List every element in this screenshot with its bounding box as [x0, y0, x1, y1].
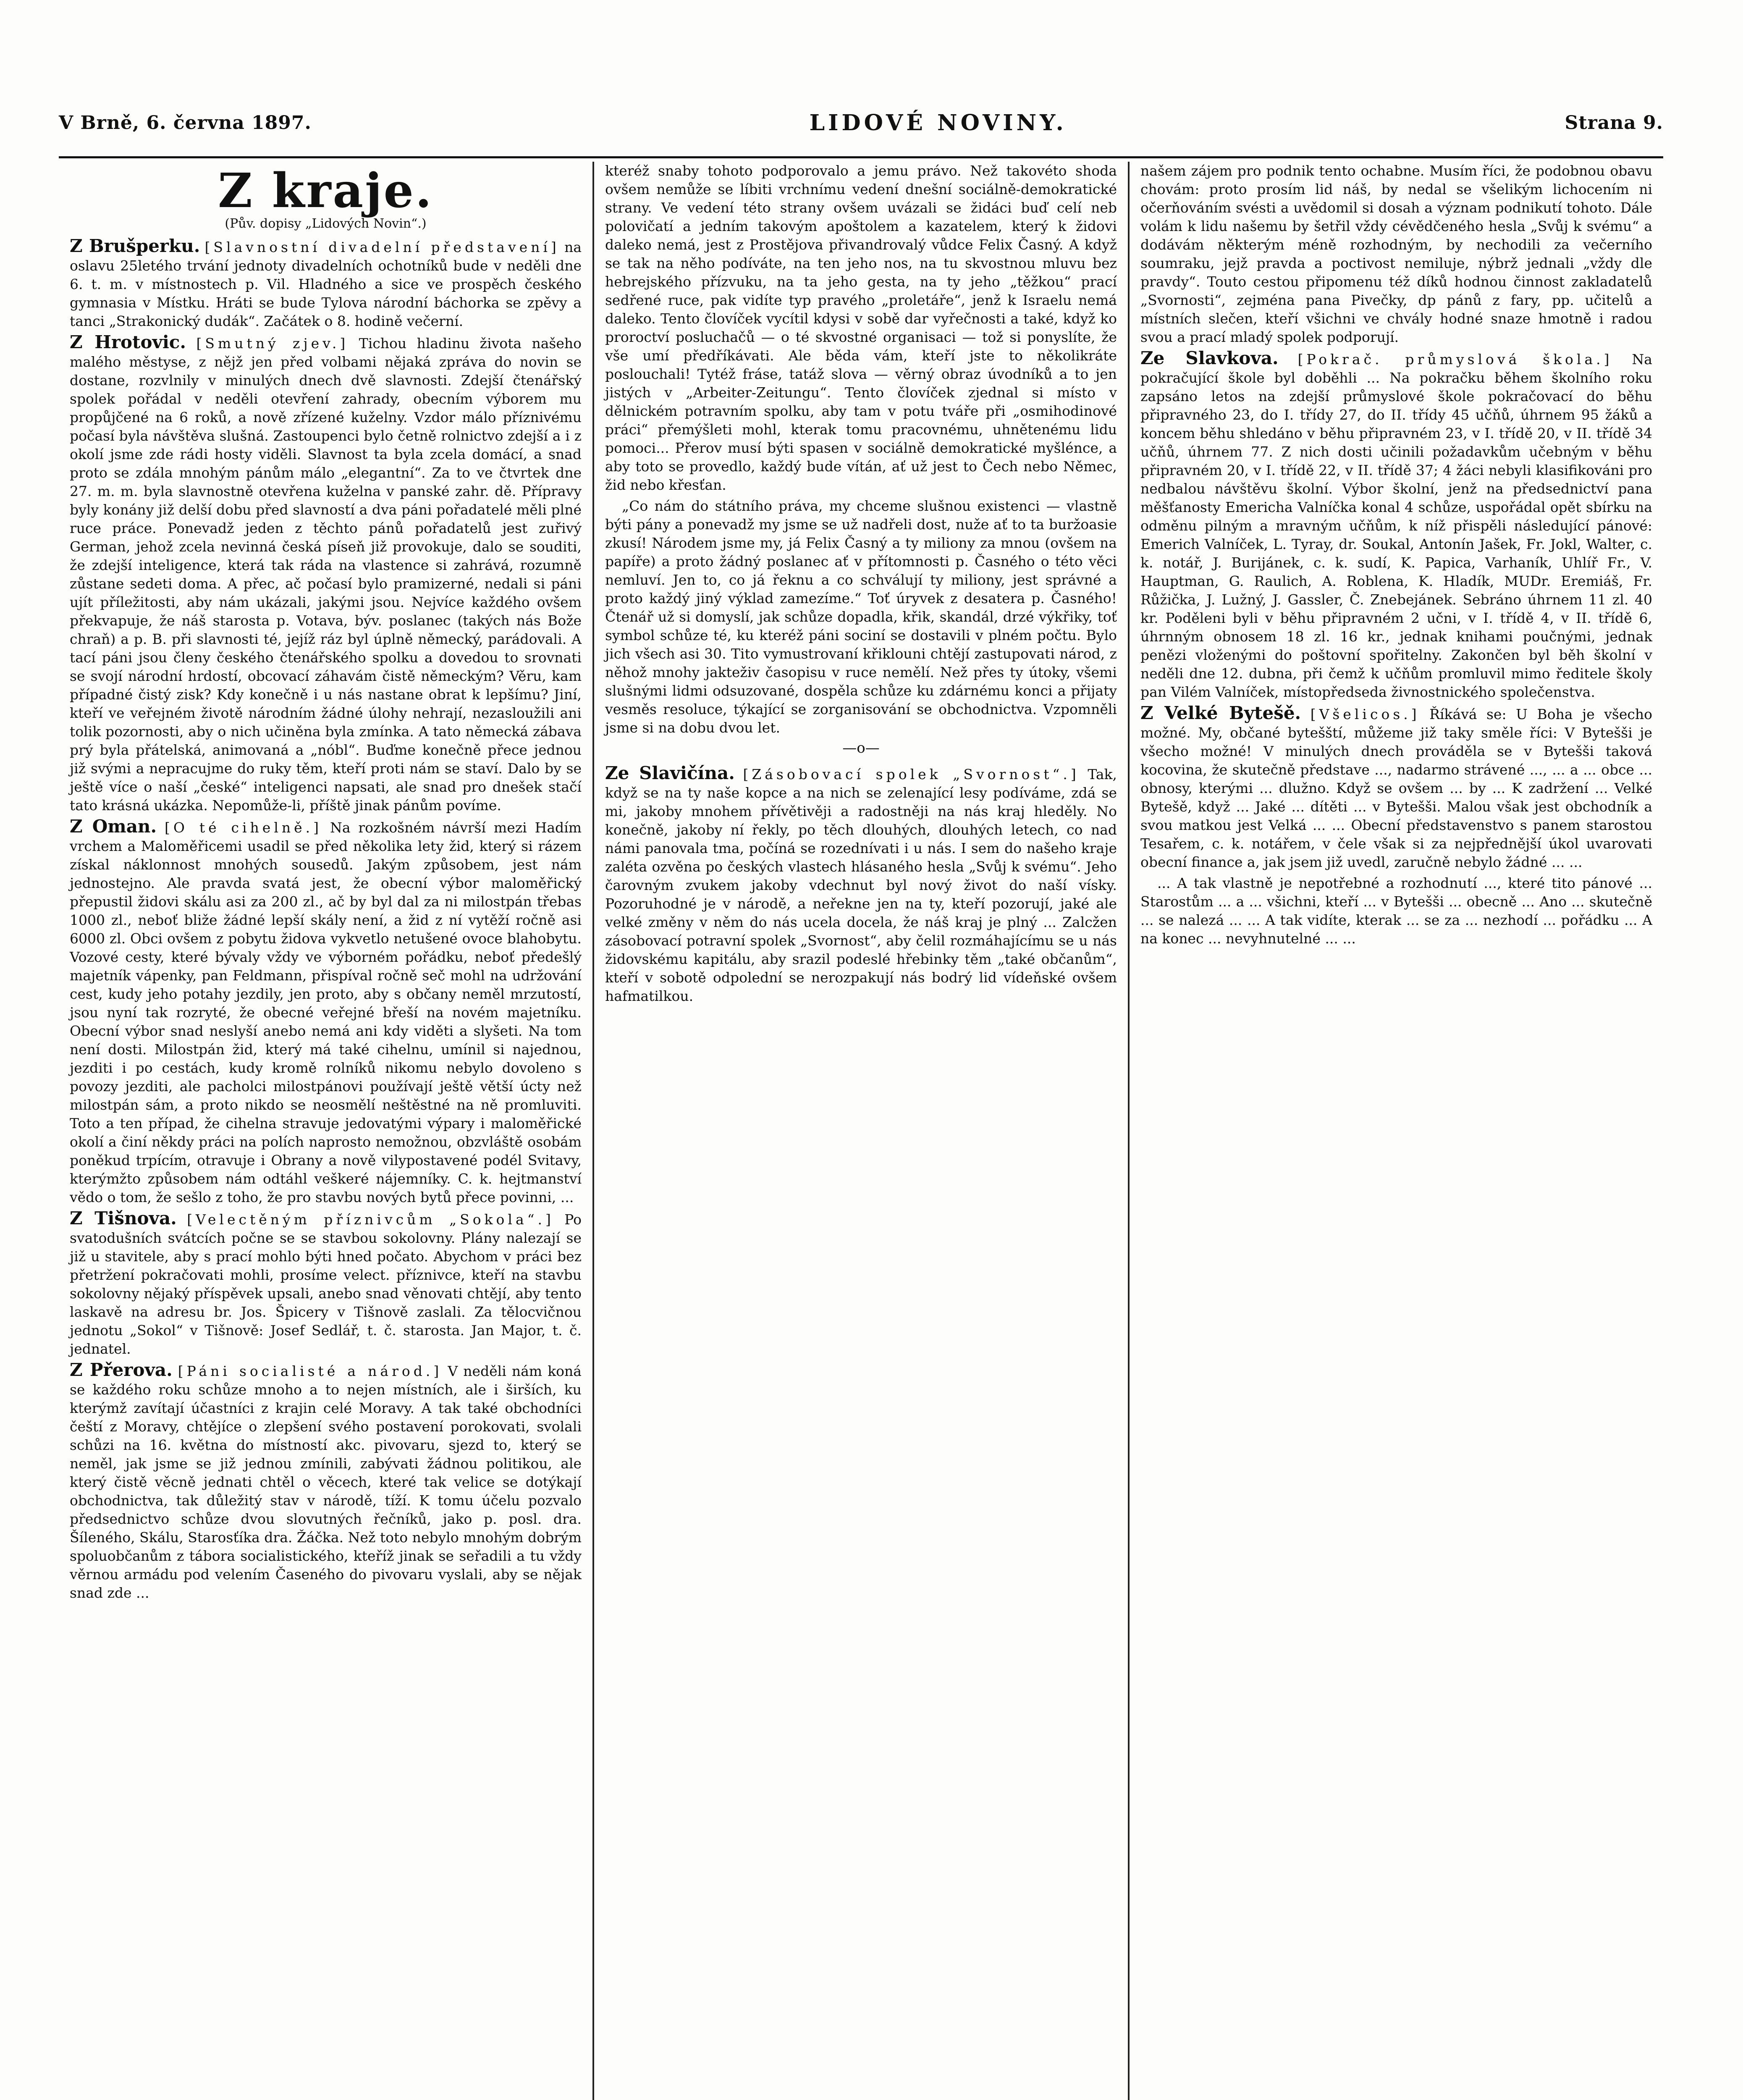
article-text: Tak, když se na ty naše kopce a na nich se zelenající lesy podíváme, zdá se mi, jakoby mnohem přívětivěji a radostněji na nás kraj hleděly. No konečně, jakoby ní řekly, po těch dlouhých, dlouhých letech, co nad námi panovala tma, počíná se rozednívati i u nás. I sem do našeho kraje zaléta ozvěna po českých vlastech hlásaného hesla „Svůj k svému“. Jeho čarovným zvukem jakoby vdechnut byl nový život do naší vísky. Pozoruhodné je v národě, a neřekne jen na ty, kteří pozorují, jaké ale velké změny v něm do nás ucela docela, že náš kraj je plný ... Zalcžen zásobovací potravní spolek „Svornost“, aby čelil rozmáhajícímu se u nás židovskému kapitálu, aby srazil podeslé hřebinky těm „také občanům“, kteří v sobotě odpolední se nerozpakují nás bodrý lid vídeňské ovšem hafmatilkou. [605, 766, 1117, 1004]
article-topic: [O té cihelně.] [165, 819, 322, 836]
article-text: na oslavu 25letého trvání jednoty divadelních ochotníků bude v neděli dne 6. t. m. v místnostech p. Vil. Hladného a sice ve prospěch českého gymnasia v Místku. Hráti se bude Tylova národní báchorka se zpěvy a tanci „Strakonický dudák“. Začátek o 8. hodině večerní. [70, 239, 582, 329]
article-text: Říkává se: U Boha je všecho možné. My, občané bytešští, můžeme již taky směle říci: V Bytešši je všecho možné! V minulých dnech prováděla se v Bytešši taková kocovina, že skutečně představe ..., nadarmo strávené ..., ... a ... obce ... obnosy, kterými ... dlužno. Když se ovšem ... by ... K zadržení ... Velké Bytešě, když ... Jaké ... dítěti ... v Bytešši. Malou však jest obchodník a svou matkou jest Velká ... ... Obecní představenstvo s panem starostou Tesařem, c. k. notářem, v čele však si za nejpřednější úkol uvarovati obecní finance a, jak jsem již uvedl, zaručně nebylo žádné ... ... [1140, 706, 1652, 870]
masthead-date: V Brně, 6. června 1897. [59, 112, 312, 134]
article-end-mark: —o— [842, 740, 880, 756]
section-byline: (Pův. dopisy „Lidových Novin“.) [225, 216, 427, 231]
masthead-rule [59, 156, 1663, 158]
article-text: našem zájem pro podnik tento ochabne. Musím říci, že podobnou obavu chovám: proto prosím lid náš, by nedal se všelikým lichocením ni očerňováním svésti a uvědomil si dosah a význam podnikutí tohoto. Dále volám k lidu našemu by šetřil vždy cévědčeného hesla „Svůj k svému“ a dodávám některým méně rozhodným, by nechodili za večerního soumraku, jejž pravda a poctivost nemiluje, nýbrž jednali „vždy dle pravdy“. Touto cestou připomenu též díků hodnou činnost zakladatelů „Svornosti“, zejména pana Pivečky, dp pánů z fary, pp. učitelů a místních slečen, kteří všichni ve chvály hodné snaze hmotně i radou svou a prací mladý spolek podporují. [1140, 163, 1652, 345]
article [70, 1361, 582, 1602]
columns [59, 162, 1663, 2100]
article-topic: [Zásobovací spolek „Svornost“.] [743, 766, 1080, 782]
column-2 [592, 162, 1128, 2100]
article-topic: [Smutný zjev.] [196, 335, 349, 352]
article [1140, 349, 1652, 701]
article-continued [605, 497, 1117, 737]
article [605, 764, 1117, 1005]
article-topic: [Všelicos.] [1310, 706, 1420, 722]
column-1 [59, 162, 592, 2100]
masthead-page-number: Strana 9. [1565, 112, 1663, 134]
article-text: „Co nám do státního práva, my chceme slušnou existenci — vlastně býti pány a ponevadž my jsme se už nadřeli dost, nuže ať to ta buržoasie zkusí! Národem jsme my, já Felix Časný a ty miliony za mnou (ovšem na papíře) a proto žádný poslanec ať v přítomnosti p. Časného o této věci nemluví. Jen to, co já řeknu a co schválují ty miliony, jest správné a proto každý jiný výklad zamezíme.“ Toť úryvek z desatera p. Časného! Čtenář už si domyslí, jak schůze dopadla, křik, skandál, drzé výkřiky, toť symbol schůze té, ku kteréž páni sociní se dostavili v plném počtu. Bylo jich všech asi 30. Tito vymustrovaní křiklouni chtějí zastupovati národ, z něhož mnohy jakteživ časopisu v ruce nemělí. Než přes ty útoky, všemi slušnými lidmi odsuzované, dospěla schůze ku zdárnému konci a přijaty vesměs resoluce, týkající se zorganisování se obchodnictva. Vzpomněli jsme si na dobu dvou let. [605, 498, 1117, 736]
article-continued [1140, 162, 1652, 346]
article-place: Z Oman. [70, 816, 157, 837]
article-place: Z Brušperku. [70, 236, 200, 256]
article-text: Na pokračující škole byl doběhli ... Na pokračku během školního roku zapsáno letos na zdejší průmyslové škole pokračovací do běhu připravného 23, do I. třídy 27, do II. třídy 45 učňů, úhrnem 95 žáků a koncem běhu shledáno v běhu připravném 23, v I. třídě 20, v II. třídě 34 učňů, úhrnem 77. Z nich dosti učinili požadavkům učebným v běhu připravném 20, v I. třídě 22, v II. třídě 37; 4 žáci nebyli klasifikováni pro nedbalou návštěvu školní. Výbor školní, jenž na předsednictví pana měšťanosty Emericha Valníčka konal 4 schůze, uspořádal opět sbírku na odměnu pilným a mravným učňům, k níž přispěli následující pánové: Emerich Valníček, L. Tyray, dr. Soukal, Antonín Jašek, Fr. Jokl, Walter, c. k. notář, J. Burijánek, c. k. sudí, K. Papica, Varhaník, Uhlíř Fr., V. Hauptman, G. Raulich, A. Roblena, K. Hladík, MUDr. Eremiáš, Fr. Růžička, J. Lužný, J. Gassler, Č. Znebejánek. Sebráno úhrnem 11 zl. 40 kr. Poděleni byli v běhu připravném 2 učni, v I. třídě 4, v II. třídě 6, úhrnným obnosem 18 zl. 16 kr., jednak knihami poučnými, jednak penězi vloženými do poštovní spořitelny. Zakončen byl běh školní v neděli dne 12. dubna, při čemž k učňům promluvil mimo ředitele školy pan Vilém Valníček, místopředseda živnostnického společenstva. [1140, 351, 1652, 700]
section-title: Z kraje. [218, 163, 433, 218]
article [70, 237, 582, 331]
article-continued [1140, 874, 1652, 948]
column-3 [1128, 162, 1663, 2100]
article-place: Z Tišnova. [70, 1208, 177, 1228]
article-text: Na rozkošném návrší mezi Hadím vrchem a Maloměřicemi usadil se před několika lety žid, který si rázem získal náklonnost mnohých sousedů. Jakým způsobem, jest nám jednostejno. Ale pravda svatá jest, že obecní výbor maloměřický přepustil židovi skálu asi za 200 zl., ač by byl dal za ni milostpán třebas 1000 zl., neboť bliže žádné lepší skály není, a žid z ní vytěží ročně asi 6000 zl. Obci ovšem z pobytu židova vykvetlo netušené ovoce blahobytu. Vozové cesty, které bývaly vždy ve výborném pořádku, neboť předešlý majetník vápenky, pan Feldmann, přispíval ročně seč mohl na udržování cest, kudy jeho potahy jezdily, jen proto, aby s občany neměl mrzutostí, jsou nyní tak rozryté, že obecné veřejné břeší na novém majetníku. Obecní výbor snad neslyší anebo nemá ani kdy viděti a slyšeti. Na tom není dosti. Milostpán žid, který má také cihelnu, umínil si najednou, jezditi i po cestách, kudy kromě rolníků nikomu nebylo dovoleno s povozy jezditi, ale pacholci milostpánovi používají ještě větší úcty než milostpán sám, a proto nikdo se neosmělí neštěstné na ně promluviti. Toto a ten případ, že cihelna stravuje jedovatými výpary i maloměřické okolí a činí někdy práci na polích naprosto nemožnou, obzvláště osobám poněkud trpícím, otravuje i Obrany a nově vilypostavené podél Svitavy, kterýmžto způsobem nám odtáhl veškeré nájemníky. C. k. hejtmanství vědo o tom, že sešlo z toho, že pro stavbu nových bytů přece povinni, ... [70, 819, 582, 1205]
article-text: ... A tak vlastně je nepotřebné a rozhodnutí ..., které tito pánové ... Starostům ... a ... všichni, kteří ... v Bytešši ... obecně ... Ano ... skutečně ... se nalezá ... ... A tak vidíte, kterak ... se za ... nezhodí ... pořádku ... A na konec ... nevyhnutelné ... ... [1140, 875, 1652, 947]
article [70, 333, 582, 815]
article-text: V neděli nám koná se každého roku schůze mnoho a to nejen místních, ale i širších, ku kterýmž zavítají účastníci z krajin celé Moravy. A tak také obchodníci čeští z Moravy, chtějíce o zlepšení svého postavení porokovati, svolali schůzi na 16. května do místností akc. pivovaru, sjezd to, který se neměl, jak jsme se již jednou zmínili, zabývati žádnou politikou, ale který čistě věcně jednati chtěl o věcech, které tak velice se dotýkají obchodnictva, tak důležitý stav v národě, tíží. K tomu účelu pozvalo předsednictvo schůze dvou slovutných řečníků, jako p. posl. dra. Šíleného, Skálu, Starosťíka dra. Žáčka. Než toto nebylo mnohým dobrým spoluobčanům z tábora socialistického, kteříž jinak se seřadili a tu vždy věrnou armádu pod velením Časeného do pivovaru vyslali, aby se nějak snad zde ... [70, 1363, 582, 1601]
article-place: Z Přerova. [70, 1360, 173, 1380]
article [70, 817, 582, 1207]
article-topic: [Velectěným příznivcům „Sokola“.] [187, 1211, 554, 1228]
article-text: Po svatodušních svátcích počne se se stavbou sokolovny. Plány nalezají se již u stavitele, aby s prací mohlo býti hned počato. Abychom v práci bez přetržení pokračovati mohli, prosíme velect. příznivce, kteří na stavbu sokolovny nějaký příspěvek upsali, anebo snad věnovati chtějí, aby tento laskavě na adresu br. Jos. Špicery v Tišnově zaslali. Za tělocvičnou jednotu „Sokol“ v Tišnově: Josef Sedlář, t. č. starosta. Jan Major, t. č. jednatel. [70, 1211, 582, 1357]
article-text: kteréž snaby tohoto podporovalo a jemu právo. Než takovéto shoda ovšem nemůže se líbiti vrchnímu vedení dnešní sociálně-demokratické strany. Ve vedení této strany ovšem uvázali se židáci buď celí neb polovičatí a jedním takovým apoštolem a kazatelem, který k židovi daleko nemá, jest z Prostějova přivandrovalý vůdce Felix Časný. A když se tak na něho podíváte, na ten jeho nos, na tu skvostnou mluvu bez hebrejského přízvuku, na ta jeho gesta, na ty jeho „těžkou“ prací sedřené ruce, pak vidíte typ pravého „proletáře“, jenž k Israelu nemá daleko. Tento človíček vycítil kdysi v sobě dar vyřečnosti a také, když ko proroctví posluchačů — o té skvostné organisaci — tož si ponyslíte, že vše umí předříkávati. Ale běda vám, kteří jste to několikráte poslouchali! Tytéž fráse, tatáž slova — věrný obraz úvodníků a to jen jistých v „Arbeiter-Zeitungu“. Tento človíček zjednal si místo v dělnickém potravním spolku, aby tam v potu tváře při „osmihodinové práci“ přemýšleti mohl, kterak tomu pracovnému, uhnětenému lidu pomoci... Přerov musí býti spasen v sociálně demokratické myšlénce, a aby toto se provedlo, každý bude vítán, ať už jest to Čech nebo Němec, žid nebo křesťan. [605, 163, 1117, 493]
masthead [59, 97, 1663, 148]
article [1140, 704, 1652, 872]
article-place: Ze Slavkova. [1140, 348, 1279, 368]
article-place: Z Velké Bytešě. [1140, 703, 1301, 723]
article-text: Tichou hladinu života našeho malého městyse, z nějž jen před volbami nějaká zpráva do novin se dostane, rozvlnily v minulých dnech dvě slavnosti. Zdejší čtenářský spolek pořádal v neděli otevření zahrady, obecním výborem mu propůjčené na 6 roků, a nově zřízené kuželny. Vzdor málo příznivému počasí byla návštěva slušná. Zastoupenci bylo četně rolnictvo zdejší a i z okolí jsme zde rádi hosty viděli. Slavnost ta byla zcela domácí, a snad proto se zdála mnohým pánům málo „elegantní“. Za to ve čtvrtek dne 27. m. m. byla slavnostně otevřena kuželna v panské zahr. dě. Přípravy byly konány již delší dobu před slavností a dva páni pořadatelé měli plné ruce práce. Ponevadž jeden z těchto pánů pořadatelů jest zuřivý German, jehož zcela nevinná česká píseň již provokuje, dalo se souditi, že zdejší inteligence, která tak ráda na vlastence si zahrává, rozumně zůstane sedeti doma. A přec, ač počasí bylo pramizerné, nedali si páni ujít příležitosti, aby nám ukázali, jakými jsou. Nejvíce každého ovšem překvapuje, že náš starosta p. Votava, býv. poslanec (takých nás Bože chraň) a p. B. při slavnosti té, jejíž ráz byl úplně německý, parádovali. A tací páni jsou členy českého čtenářského spolku a dovedou to srovnati se svojí národní hrdostí, obcovací záhavám čistě německým? Věru, kam případné čistý zisk? Kdy konečně i u nás nastane obrat k lepšímu? Jiní, kteří ve veřejném životě národním žádné úlohy nehrají, nezasloužili ani tolik pozornosti, aby o nich učiněna byla zmínka. A tato německá zábava prý byla přátelská, animovaná a „nóbl“. Buďme konečně přece jednou již svými a nepracujme do ruky těm, kteří proti nám se staví. Dalo by se ještě více o naší „české“ inteligenci napsati, ale snad pro dnešek stačí tato krásná ukázka. Nepomůže-li, příště jinak pánům povíme. [70, 335, 582, 814]
article-topic: [Páni socialisté a národ.] [178, 1363, 443, 1379]
article-topic: [Slavnostní divadelní představení] [204, 239, 560, 255]
article-continued [605, 162, 1117, 494]
article-topic: [Pokrač. průmyslová škola.] [1297, 351, 1613, 368]
article [70, 1209, 582, 1358]
masthead-title: LIDOVÉ NOVINY. [809, 110, 1067, 136]
article-place: Ze Slavičína. [605, 763, 735, 783]
article-place: Z Hrotovic. [70, 332, 186, 352]
